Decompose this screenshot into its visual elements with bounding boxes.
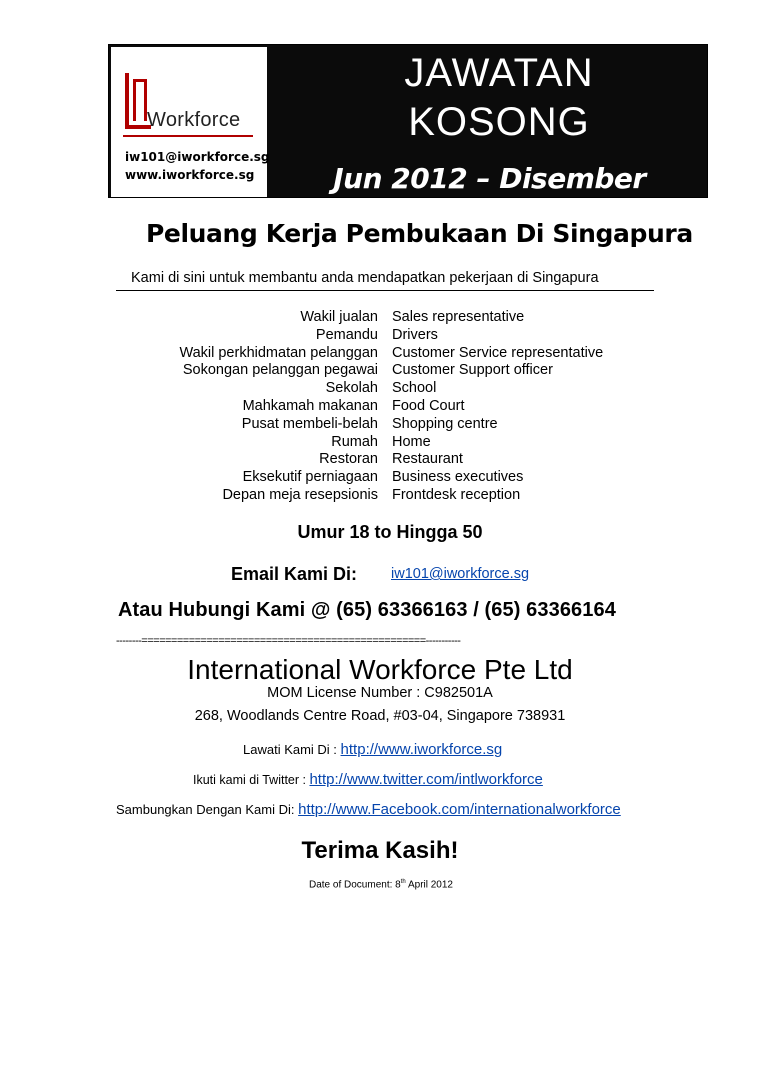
job-title-english: Business executives — [392, 469, 524, 486]
job-title-english: Frontdesk reception — [392, 486, 521, 503]
company-name: International Workforce Pte Ltd — [187, 654, 573, 685]
document-date-prefix: Date of Document: 8 — [309, 879, 401, 891]
job-row — [110, 345, 670, 363]
job-title-malay: Rumah — [331, 433, 378, 450]
job-row — [110, 434, 670, 452]
job-title-malay: Sekolah — [325, 380, 378, 397]
job-title-english: Sales representative — [392, 309, 525, 325]
job-row — [110, 380, 670, 398]
job-title-english: School — [392, 380, 437, 397]
twitter-label: Ikuti kami di Twitter : — [193, 773, 310, 787]
job-title-malay: Depan meja resepsionis — [222, 486, 378, 503]
job-title-english: Food Court — [392, 397, 465, 414]
company-address: 268, Woodlands Centre Road, #03-04, Singapore 738931 — [194, 708, 566, 724]
website-link[interactable]: http://www.iworkforce.sg — [340, 741, 503, 758]
job-title-malay: Sokongan pelanggan pegawai — [182, 362, 378, 379]
logo-website: www.iworkforce.sg — [125, 168, 255, 182]
facebook-label: Sambungkan Dengan Kami Di: — [116, 802, 299, 817]
job-title-malay: Restoran — [319, 451, 378, 468]
thank-you-text: Terima Kasih! — [301, 837, 459, 864]
email-link[interactable]: iw101@iworkforce.sg — [391, 566, 530, 582]
twitter-link[interactable]: http://www.twitter.com/intlworkforce — [309, 771, 543, 788]
document-date-suffix-ordinal: th — [400, 879, 406, 885]
date-range: Jun 2012 – Disember 2012 — [333, 162, 646, 228]
job-title-english: Restaurant — [392, 451, 463, 468]
job-title-malay: Pemandu — [315, 326, 378, 343]
website-label: Lawati Kami Di : — [243, 742, 341, 757]
document-date-suffix: April 2012 — [405, 879, 453, 891]
job-title-english: Drivers — [392, 326, 438, 343]
license-number: MOM License Number : C982501A — [267, 685, 493, 701]
company-logo — [111, 47, 270, 197]
facebook-line — [116, 801, 621, 818]
subheading-rule — [116, 290, 654, 291]
job-title-english: Home — [392, 433, 431, 450]
separator-line: --------================================================----------- — [116, 636, 461, 646]
job-row — [110, 487, 670, 505]
logo-underline — [123, 135, 253, 137]
job-title-malay: Eksekutif perniagaan — [242, 469, 378, 486]
twitter-line — [193, 771, 543, 788]
job-title-english: Customer Service representative — [392, 344, 604, 361]
job-row — [110, 362, 670, 380]
job-title-english: Customer Support officer — [392, 362, 553, 379]
header-banner — [108, 44, 708, 228]
job-row — [110, 309, 670, 327]
email-label: Email Kami Di: — [231, 564, 358, 584]
page-subheading: Kami di sini untuk membantu anda mendapatkan pekerjaan di Singapura — [131, 270, 599, 286]
job-row — [110, 451, 670, 469]
page-heading: Peluang Kerja Pembukaan Di Singapura — [146, 219, 693, 248]
age-requirement: Umur 18 to Hingga 50 — [297, 522, 483, 542]
job-title-english: Shopping centre — [392, 415, 498, 432]
logo-brand-text: Workforce — [147, 109, 241, 131]
document-date — [309, 879, 453, 890]
job-row — [110, 398, 670, 416]
job-title-malay: Mahkamah makanan — [242, 397, 378, 414]
title-line-1: JAWATAN — [404, 51, 594, 95]
job-row — [110, 469, 670, 487]
job-title-malay: Wakil perkhidmatan pelanggan — [179, 344, 378, 361]
website-line — [243, 741, 502, 758]
phone-contact: Atau Hubungi Kami @ (65) 63366163 / (65) 63366164 — [118, 599, 616, 621]
job-title-malay: Pusat membeli-belah — [241, 415, 378, 432]
logo-email: iw101@iworkforce.sg — [125, 150, 270, 164]
job-row — [110, 416, 670, 434]
job-list — [110, 309, 670, 505]
facebook-link[interactable]: http://www.Facebook.com/internationalworkforce — [298, 801, 621, 818]
job-row — [110, 327, 670, 345]
job-title-malay: Wakil jualan — [300, 309, 378, 325]
title-line-2: KOSONG — [408, 100, 590, 144]
